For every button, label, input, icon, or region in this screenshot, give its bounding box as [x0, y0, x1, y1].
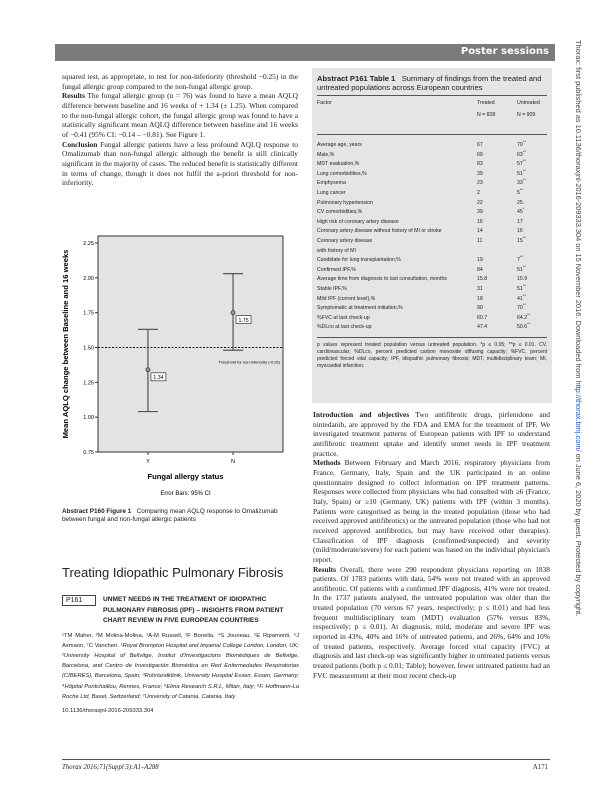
- cell-treated: 84: [477, 266, 483, 273]
- significance-marker: **: [522, 139, 526, 144]
- cell-untreated: 17: [517, 218, 523, 225]
- table-row: [317, 247, 547, 260]
- footer-journal: Thorax 2016;71(Suppl 3):A1–A288: [62, 764, 159, 771]
- authors-affiliations: [62, 631, 299, 702]
- right-column-text: [313, 410, 550, 680]
- abstract-id: P161: [62, 595, 96, 606]
- cell-treated: 11: [477, 237, 483, 244]
- cell-factor: Male,%: [317, 151, 335, 158]
- cell-factor: %DLco at last check-up: [317, 324, 372, 331]
- cell-factor: Coronary artery disease: [317, 237, 373, 244]
- figure-p160: [55, 228, 300, 513]
- cell-factor: Candidate for lung transplantation,%: [317, 257, 401, 264]
- y-tick-label: 0.75: [83, 450, 94, 456]
- cell-untreated: 5**: [517, 186, 524, 196]
- plot-area: [98, 236, 283, 452]
- results-text: The fungal allergic group (n = 76) was found to have a mean AQLQ difference between baseline and 16 weeks of + 1.34 (± 1.25). When compared to the non-fungal allergic cohort, the fungal allergic group was found to have a statistically significant mean AQLQ difference between baseline and 16 weeks of −0.41 (95% CI: −0.14 – −0.81). See Figure 1.: [62, 91, 298, 139]
- cell-treated: 39: [477, 170, 483, 177]
- cell-factor: %FVC at last check-up: [317, 314, 370, 321]
- cell-treated: 16: [477, 218, 483, 225]
- cell-untreated: 16: [517, 228, 523, 235]
- table-row: [317, 234, 547, 247]
- cell-untreated: 64.2**: [517, 311, 531, 321]
- cell-treated: 67: [477, 142, 483, 148]
- significance-marker: **: [522, 167, 526, 173]
- methods-text: Between February and March 2016, respiratory physicians from France, Germany, Italy, Spain and the UK participated in an online questionnaire designed to collect information on IPF treatment patterns. Responses were collected from physicians who had consulted with ≥6 (France, Italy, Spain) or ≥10 (Germany, UK) patients with IPF (within 3 months). Patients were categorised as being in the treated population (those who had received approved antifibrotics) or the untreated population (those who had not received approved antifibrotics, but may have received other therapies). Classification of IPF diagnosis (confirmed/suspected) and severity (mild/moderate/severe) for each patient was based on the individual physician's report.: [313, 458, 550, 564]
- cell-treated: 23: [477, 180, 483, 187]
- left-column-text: [62, 72, 298, 188]
- table-row: [317, 186, 547, 199]
- mean-label: 1.34: [153, 374, 164, 381]
- cell-factor: Symptomatic at treatment initiation,%: [317, 305, 403, 312]
- cell-factor: Emphysema: [317, 180, 346, 187]
- abstract-heading: [62, 595, 299, 627]
- table-row: [317, 275, 547, 285]
- significance-marker: **: [522, 177, 526, 183]
- table-row: [317, 141, 547, 151]
- header-treated-label: Treated: [477, 100, 495, 106]
- y-tick-label: 2.25: [83, 240, 94, 247]
- mean-label: 1.75: [238, 317, 249, 324]
- table-row: [317, 160, 547, 170]
- cell-treated: 69: [477, 151, 483, 158]
- cell-factor: Confirmed IPF,%: [317, 266, 356, 273]
- cell-untreated: 70**: [517, 139, 526, 148]
- cell-treated: 83: [477, 161, 483, 168]
- intro-label: Introduction and objectives: [313, 410, 410, 419]
- table-caption: [317, 74, 547, 92]
- results-label: Results: [62, 91, 85, 101]
- cell-treated: 90: [477, 305, 483, 312]
- significance-marker: **: [522, 234, 526, 240]
- cell-factor: Lung cancer: [317, 189, 346, 196]
- doi: 10.1136/thoraxjnl-2016-209333.304: [62, 707, 154, 714]
- conclusion-text: Fungal allergic patients have a less profound AQLQ response to Omalizumab than non-fungal allergic although the benefit is still clinically significant in the majority of cases. The reduced benefit is statistically different in terms of change, though it does not fulfil the a-priori threshold for non-inferiority.: [62, 139, 298, 188]
- mean-point: [146, 368, 150, 372]
- side-notice-text-end: on June 6, 2020 by guest. Protected by copyright.: [574, 451, 583, 617]
- table-row: [317, 208, 547, 218]
- figure-caption: [62, 508, 298, 525]
- y-tick-label: 2.00: [83, 275, 94, 282]
- cell-factor: Average time from diagnosis to last consultation, months: [317, 276, 447, 283]
- cell-factor: with history of MI: [317, 247, 356, 254]
- significance-marker: **: [527, 311, 531, 317]
- cell-untreated: 51**: [517, 263, 526, 273]
- cell-factor: Mild IPF (current level),%: [317, 295, 376, 302]
- error-bar-chart: [55, 228, 300, 508]
- table-caption-label: Abstract P161 Table 1: [317, 74, 396, 83]
- table-row: [317, 256, 547, 266]
- methods-label: Methods: [313, 458, 341, 468]
- cell-untreated: 70**: [517, 302, 526, 312]
- intro-text: Two antifibrotic drugs, pirfenidone and nintedanib, are approved by the FDA and EMA for the treatment of IPF. We investigated treatment patterns of European patients with IPF to understand antifibrotic treatment uptake and identify unmet needs in IPF treatment practice.: [313, 410, 550, 458]
- cell-untreated: 25: [517, 199, 523, 206]
- significance-marker: **: [522, 148, 526, 154]
- cell-factor: Pulmonary hypertension: [317, 199, 373, 206]
- cell-treated: 60.7: [477, 314, 488, 321]
- significance-marker: **: [522, 263, 526, 269]
- table-p161: [312, 68, 552, 403]
- cell-untreated: 15**: [517, 234, 526, 244]
- header-untreated-n: N = 909: [517, 112, 536, 118]
- x-axis-label: Fungal allergy status: [147, 472, 224, 481]
- table-row: [317, 227, 547, 237]
- cell-factor: CV comorbidities,%: [317, 209, 363, 216]
- results-text: Overall, there were 290 respondent physicians reporting on 1838 patients. Of 1783 patients with data, 54% were not treated with an approved antifibrotic. Of patients with a confirmed IPF diagnosis, 41% were not treated. In the 1737 patients analysed, the untreated population was older than the treated population (70 versus 67 years, respectively; p ≤ 0.01) and had less frequent multidisciplinary team (MDT) evaluation (57% versus 83%, respectively; p ≤ 0.01). At diagnosis, mild, moderate and severe IPF was reported in 43%, 40% and 16% of untreated patients, and 26%, 64% and 10% of treated patients, respectively. Average forced vital capacity (FVC) at diagnosis and last check-up was significantly higher in untreated patients versus treated patients (both p ≤ 0.01; Table); however, fewer untreated patients had an FVC measurement at their most recent check-up: [313, 564, 550, 680]
- side-notice-text: Thorax: first published as 10.1136/thoraxjnl-2016-209333.304 on 15 November 2016. Downloaded from: [574, 40, 583, 381]
- significance-marker: *: [522, 206, 525, 212]
- cell-factor: Average age, years: [317, 142, 362, 148]
- table-row: [317, 282, 547, 295]
- table-row: [317, 304, 547, 314]
- table-header: [317, 96, 547, 134]
- y-axis-label: Mean AQLQ change between Baseline and 16 weeks: [61, 249, 70, 439]
- table-footnote: p values represent treated population versus untreated population. *p ≤ 0.05; **p ≤ 0.01. CV, cardiovascular; %DLco, percent predicted carbon monoxide diffusing capacity; %FVC, percent predicted forced vital capacity; IPF, idiopathic pulmonary fibrosis; MDT, multidisciplinary team; MI, myocardial infarction.: [317, 341, 547, 370]
- cell-untreated: 33**: [517, 177, 526, 187]
- cell-treated: 39: [477, 209, 483, 216]
- significance-marker: **: [519, 254, 524, 260]
- significance-marker: **: [522, 158, 526, 164]
- cell-untreated: 15.9: [517, 276, 528, 283]
- figure-caption-label: Abstract P160 Figure 1: [62, 508, 132, 515]
- cell-untreated: 7**: [517, 254, 524, 264]
- significance-marker: **: [527, 321, 531, 327]
- cell-untreated: 51**: [517, 282, 526, 292]
- footer-rule: [62, 759, 550, 760]
- section-heading: Treating Idiopathic Pulmonary Fibrosis: [62, 565, 284, 580]
- cell-treated: 2: [477, 189, 480, 196]
- cell-treated: 18: [477, 295, 483, 302]
- table-row: [317, 218, 547, 228]
- cell-treated: 47.4: [477, 324, 488, 331]
- figure-caption-text: Comparing mean AQLQ response to Omalizumab between fungal and non-fungal allergic patients: [62, 508, 278, 524]
- section-title: Poster sessions: [460, 46, 549, 57]
- threshold-label: Threshold for non-inferiority (-0.25): [218, 359, 280, 365]
- cell-untreated: 41**: [517, 292, 526, 302]
- table-row: [317, 179, 547, 189]
- header-untreated-label: Untreated: [517, 100, 540, 106]
- error-bar-note: Error Bars: 95% CI: [160, 491, 211, 497]
- cell-untreated: 57**: [517, 158, 526, 168]
- abstract-p161: [62, 595, 299, 714]
- mean-point: [231, 311, 235, 315]
- cell-untreated: 45*: [517, 206, 525, 216]
- significance-marker: **: [522, 282, 526, 288]
- cell-treated: 31: [477, 285, 483, 292]
- y-tick-label: 1.00: [83, 415, 94, 422]
- header-factor: Factor: [317, 100, 332, 106]
- header-treated-n: N = 828: [477, 112, 496, 118]
- cell-untreated: 51**: [517, 167, 526, 177]
- journal-link[interactable]: http://thorax.bmj.com/: [574, 380, 583, 452]
- table-caption-text: Summary of findings from the treated and untreated populations across European countries: [317, 74, 542, 92]
- x-tick-label: N: [231, 459, 236, 465]
- cell-factor: Lung comorbidities,%: [317, 170, 367, 177]
- y-tick-label: 1.25: [83, 380, 94, 387]
- cell-treated: 22: [477, 199, 483, 206]
- cell-treated: 14: [477, 228, 483, 235]
- abstract-title: UNMET NEEDS IN THE TREATMENT OF IDIOPATHIC PULMONARY FIBROSIS (IPF) – INSIGHTS FROM PATIENT CHART REVIEW IN FIVE EUROPEAN COUNTRIES: [103, 596, 284, 624]
- cell-treated: 15.8: [477, 276, 488, 283]
- section-header-bar: [55, 44, 555, 61]
- footer-page: A171: [532, 764, 548, 771]
- paragraph: squared test, as appropriate, to test for non-inferiority (threshold −0.25) in the fungal allergic group compared to the non-fungal allergic group.: [62, 72, 298, 91]
- cell-factor: High risk of coronary artery disease: [317, 218, 399, 225]
- table-row: [317, 323, 547, 333]
- cell-treated: [477, 247, 517, 257]
- cell-untreated: 50.6**: [517, 321, 531, 331]
- conclusion-label: Conclusion: [62, 139, 98, 149]
- results-label: Results: [313, 564, 336, 574]
- y-tick-label: 1.75: [83, 310, 94, 317]
- cell-treated: 19: [477, 257, 483, 264]
- header-treated: [477, 97, 517, 134]
- cell-untreated: 63**: [517, 148, 526, 158]
- affiliations: ¹Royal Brompton Hospital and Imperial College London, London, UK; ²University Hospital of Bellvitge, Institut d'Investigacions Biomèdiques de Bellvitge, Barcelona, and Centro de Investigación Biomédica en Red Enfermedades Respiratorias (CIBERES), Barcelona, Spain; ³Ruhrlandklinik, University Hospital Essen, Essen, Germany; ⁴Hôpital Pontchaillou, Rennes, France; ⁵Elma Research S.R.L, Milan, Italy; ⁶F. Hoffmann-La Roche Ltd, Basel, Switzerland; ⁷University of Catania, Catania, Italy: [62, 642, 299, 700]
- side-copyright-notice: [574, 40, 583, 771]
- cell-factor: MDT evaluation,%: [317, 161, 360, 168]
- authors: ¹TM Maher, ²M Molina-Molina, ¹A-M Russell, ³F Bonella, ⁴S Jouneau, ⁵E Ripamonti, ⁶J Axmann, ⁷C Vancheri.: [62, 632, 299, 649]
- cell-factor: Stable IPF,%: [317, 285, 347, 292]
- significance-marker: **: [522, 292, 526, 298]
- significance-marker: **: [519, 186, 524, 192]
- table-row: [317, 263, 547, 276]
- x-tick-label: Y: [146, 459, 150, 465]
- cell-factor: Coronary artery disease without history of MI or stroke: [317, 228, 442, 235]
- significance-marker: **: [522, 302, 526, 308]
- y-tick-label: 1.50: [83, 345, 94, 352]
- header-untreated: [517, 97, 547, 134]
